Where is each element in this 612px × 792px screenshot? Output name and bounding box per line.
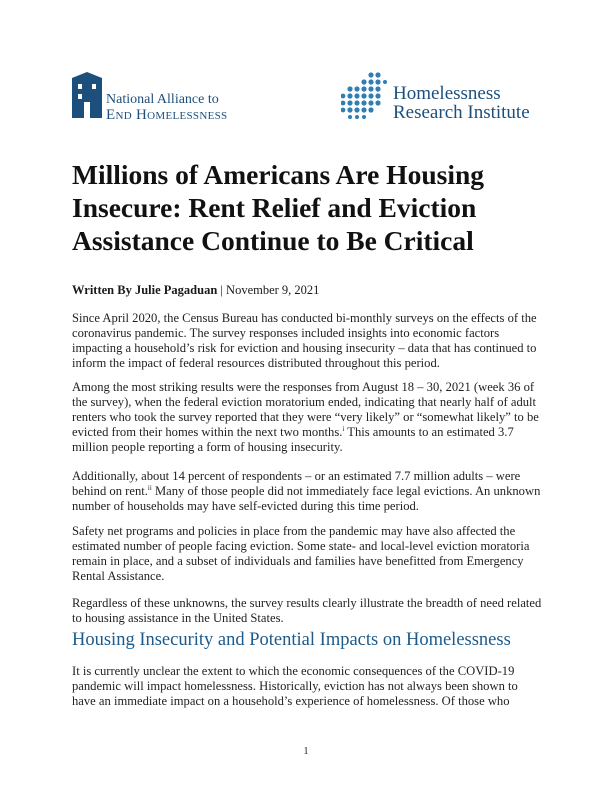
section-heading: Housing Insecurity and Potential Impacts on Homelessness <box>72 630 511 650</box>
paragraph-4: Safety net programs and policies in place from the pandemic may have also affected the estimated number of people facing eviction. Some state- and local-level eviction moratoria remain in place, and a subset of individuals and families have benefitted from Emergency Rental Assistance. <box>72 524 530 583</box>
endnote-ref-i[interactable]: i <box>342 424 345 433</box>
paragraph-5: Regardless of these unknowns, the survey results clearly illustrate the breadth of need related to housing assistance in the United States. <box>72 596 542 625</box>
hri-logo-line1: Homelessness <box>393 83 501 104</box>
byline-date: November 9, 2021 <box>226 283 320 297</box>
hri-logo-line2: Research Institute <box>393 102 530 123</box>
dot-grid-logo-icon <box>341 71 387 119</box>
byline-author: Written By Julie Pagaduan <box>72 283 218 297</box>
paragraph-2-tail: This amounts to an estimated 3.7 million people reporting a form of housing insecurity. <box>72 425 514 454</box>
paragraph-3-text: Additionally, about 14 percent of respondents – or an estimated 7.7 million adults – were behind on rent. <box>72 469 521 498</box>
paragraph-3 <box>72 469 542 514</box>
byline <box>72 283 319 298</box>
byline-separator: | <box>217 283 227 297</box>
house-logo-icon <box>72 72 102 118</box>
page-number: 1 <box>303 746 309 757</box>
paragraph-1: Since April 2020, the Census Bureau has conducted bi-monthly surveys on the effects of the coronavirus pandemic. The survey responses included insights into economic factors impacting a household’s risk for eviction and housing insecurity – data that has continued to inform the impact of federal resources distributed throughout this period. <box>72 311 537 370</box>
naeh-logo <box>72 72 272 122</box>
naeh-logo-line1: National Alliance to <box>106 92 219 107</box>
naeh-logo-line2: End Homelessness <box>106 107 228 123</box>
endnote-ref-ii[interactable]: ii <box>147 483 152 492</box>
paragraph-3-tail: Many of those people did not immediately face legal evictions. An unknown number of households may have self-evicted during this time period. <box>72 484 541 513</box>
hri-logo <box>341 71 551 123</box>
page-title: Millions of Americans Are Housing Insecure: Rent Relief and Eviction Assistance Continue to Be Critical <box>72 159 485 256</box>
paragraph-6: It is currently unclear the extent to which the economic consequences of the COVID-19 pandemic will impact homelessness. Historically, eviction has not always been shown to have an immediate impact on a household’s experience of homelessness. Of those who <box>72 664 518 708</box>
paragraph-2-text: Among the most striking results were the responses from August 18 – 30, 2021 (week 36 of the survey), when the federal eviction moratorium ended, indicating that nearly half of adult renters who took the survey reported that they were “very likely” or “somewhat likely” to be evicted from their homes within the next two months. <box>72 380 539 439</box>
paragraph-2 <box>72 380 542 455</box>
